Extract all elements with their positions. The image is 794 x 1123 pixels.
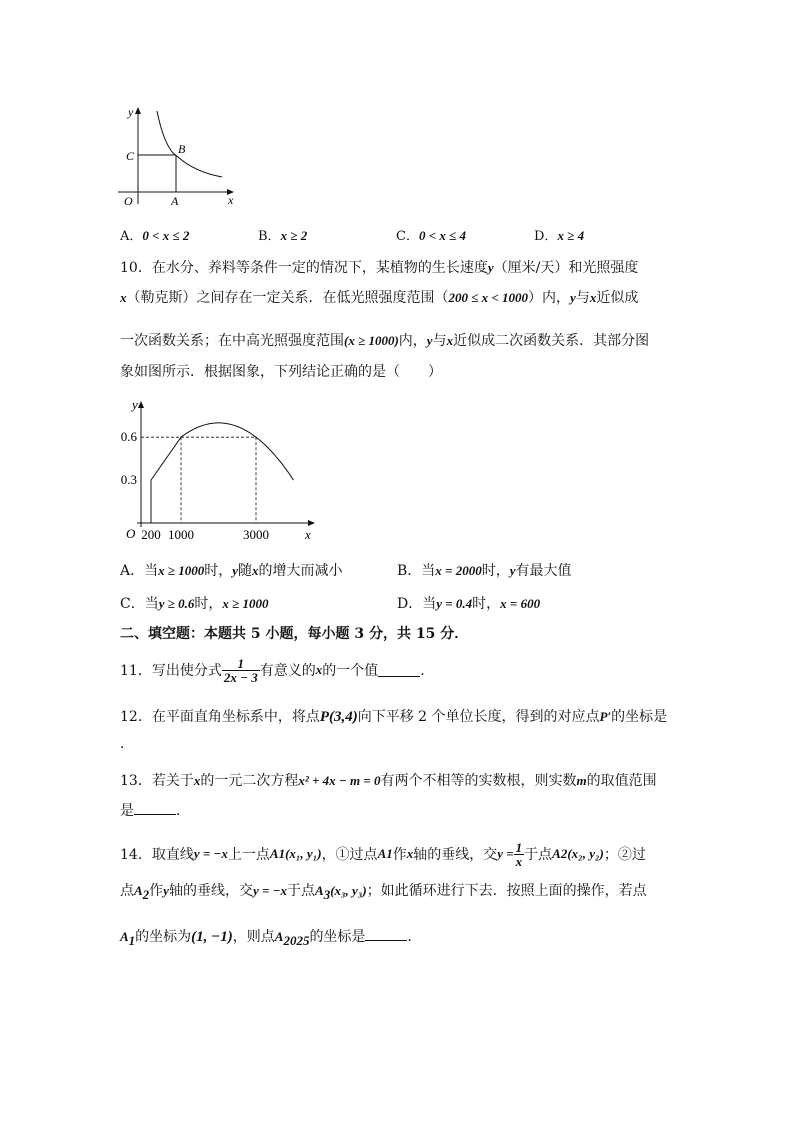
q13-text: 的取值范围 [586, 773, 657, 789]
q10-option-d-math: y = 0.4 [436, 596, 473, 611]
section-2-title: 二、填空题：本题共 5 小题，每小题 3 分，共 15 分． [120, 626, 469, 642]
q14-text: 于点 [287, 883, 316, 899]
series-linear-line [151, 437, 181, 480]
q10-option-b-math: x = 2000 [435, 563, 482, 578]
x-axis-label: x [305, 527, 311, 542]
q14-point-a3-coord: (x₃, y₃) [330, 883, 367, 898]
q9-option-d[interactable] [534, 226, 584, 247]
q9-figure [110, 100, 245, 210]
q9-option-c[interactable] [396, 226, 466, 247]
q14-var-x: x [406, 846, 414, 861]
q14-answer-blank[interactable] [365, 928, 407, 941]
q14-text: ． [407, 929, 422, 945]
q13-var-x: x [193, 773, 201, 788]
q14-text: 轴的垂线，交 [168, 883, 253, 899]
q10-option-c-math: x ≥ 1000 [222, 596, 269, 611]
q11 [120, 650, 434, 690]
q14-line-3 [120, 927, 421, 951]
q10-line-3 [120, 331, 649, 351]
q10-var-y: y [487, 260, 494, 275]
q14-sub: 2 [142, 886, 150, 902]
q14-point-a2025: A [274, 929, 284, 944]
q14-text: ；如此循环进行下去．按照上面的操作，若点 [366, 883, 647, 899]
q10-text: 近似成二次函数关系．其部分图 [453, 333, 650, 349]
q10-option-c-math: y ≥ 0.6 [158, 596, 195, 611]
q9-option-c-prefix: C． [396, 229, 419, 244]
q9-option-b-math: x ≥ 2 [280, 228, 308, 243]
point-a-label: A [171, 194, 179, 208]
q13-line-2 [120, 801, 190, 821]
y-tick-label: 0.3 [120, 472, 137, 488]
q10-line-4 [120, 362, 442, 382]
q13-line-1 [120, 771, 657, 791]
q10-text: 内， [398, 333, 427, 349]
q10-option-a-var: x [252, 563, 259, 578]
q14-point-a1-value: (1, −1) [191, 929, 233, 945]
q14-func-y: y = [497, 846, 514, 861]
q10-chart [115, 395, 325, 545]
q10-var-y: y [426, 333, 433, 348]
q14-point-a2: A [552, 846, 561, 861]
q10-low-range: 200 ≤ x < 1000 [448, 290, 529, 305]
q14-text: 14．取直线 [120, 847, 194, 863]
q10-option-b[interactable] [397, 561, 572, 581]
q10-text: （勒克斯）之间存在一定关系．在低光照强度范围（ [126, 290, 449, 306]
x-tick-label: 3000 [243, 527, 269, 542]
q10-option-d-text: 时， [472, 596, 501, 612]
q14-text: 于点 [524, 847, 553, 863]
q13-text: 13．若关于 [120, 773, 194, 789]
q14-point-a1: A [377, 846, 387, 861]
q14-line-1 [120, 834, 646, 874]
q11-fraction-num: 1 [222, 657, 260, 671]
q12-point-p-prime: P′ [599, 709, 612, 724]
q10-option-b-text: 有最大值 [515, 563, 572, 579]
y-label: y [128, 105, 134, 119]
y-axis-arrow [135, 107, 141, 114]
q14-text: 上一点 [227, 847, 270, 863]
q14-point-a1-coord: (x₁, y₁) [285, 846, 322, 861]
q14-line-eq: y = −x [252, 883, 288, 898]
x-tick-label: 200 [141, 527, 161, 542]
q12-text: 的坐标是 [611, 709, 668, 725]
q11-fraction [222, 657, 260, 684]
y-tick-label: 0.6 [120, 429, 137, 445]
q9-option-d-prefix: D． [534, 229, 558, 244]
q10-option-a-var: y [232, 563, 239, 578]
q14-sub: 2 [560, 846, 568, 861]
q14-text: ；②过 [603, 847, 646, 863]
q13-text: ． [176, 803, 190, 819]
q10-option-a-text: A．当 [120, 563, 159, 579]
q10-option-b-var: y [509, 563, 516, 578]
q14-point-a1: A [120, 929, 129, 944]
q10-option-d[interactable] [397, 594, 540, 614]
q14-text: ，则点 [232, 929, 275, 945]
q10-text: 与 [432, 333, 447, 349]
point-c-label: C [126, 149, 135, 163]
q10-option-a-math: x ≥ 1000 [158, 563, 205, 578]
x-label: x [228, 193, 234, 207]
q9-option-a-math: 0 < x ≤ 2 [142, 228, 190, 243]
q13-answer-blank[interactable] [134, 802, 176, 815]
q10-option-a-text: 时， [204, 563, 233, 579]
q10-text: （厘米/天）和光照强度 [493, 260, 639, 276]
q14-line-2 [120, 881, 647, 905]
q14-sub: 1 [386, 846, 393, 861]
q11-text: 11．写出使分式 [120, 663, 222, 679]
q10-option-c-text: C．当 [120, 596, 159, 612]
q11-text: 的一个值 [322, 663, 379, 679]
origin-label: O [126, 526, 136, 541]
q9-option-b[interactable] [258, 226, 307, 247]
point-b-label: B [178, 142, 186, 156]
q12-line-2 [120, 734, 134, 754]
q14-point-a2: A [134, 883, 143, 898]
q14-text: 作 [149, 883, 164, 899]
series-quadratic-curve [181, 423, 294, 480]
q10-var-x: x [589, 290, 597, 305]
q10-text: 与 [575, 290, 590, 306]
q13-text: 的一元二次方程 [200, 773, 299, 789]
q10-option-a-text: 的增大而减小 [258, 563, 343, 579]
q9-option-b-prefix: B． [258, 229, 281, 244]
q12-text: 12．在平面直角坐标系中，将点 [120, 709, 320, 725]
q10-line-1 [120, 258, 638, 278]
y-axis-label: y [132, 397, 138, 412]
hyperbola-curve [157, 111, 222, 177]
q10-option-b-text: 时， [481, 563, 510, 579]
q12-point-p: P(3,4) [319, 709, 358, 725]
q10-text: 象如图所示．根据图象，下列结论正确的是（ ） [120, 364, 442, 380]
q11-answer-blank[interactable] [378, 664, 420, 677]
q11-text: ． [420, 663, 435, 679]
y-axis-arrow [138, 401, 144, 408]
q12-line-1 [120, 707, 667, 727]
q10-text: 近似成 [596, 290, 639, 306]
q14-sub: 2025 [283, 932, 310, 948]
q10-var-x: x [120, 290, 127, 305]
q14-text: 作 [392, 847, 407, 863]
q14-text: 的坐标为 [135, 929, 192, 945]
q13-equation: x² + 4x − m = 0 [298, 773, 381, 788]
q11-text: 有意义的 [259, 663, 316, 679]
q14-point-a3: A [315, 883, 324, 898]
q14-text: 轴的垂线，交 [413, 847, 498, 863]
q14-text: ，①过点 [321, 847, 378, 863]
q13-text: 是 [120, 803, 134, 819]
q11-fraction-den: 2x − 3 [223, 669, 258, 685]
q10-option-d-math: x = 600 [500, 596, 541, 611]
q10-var-x: x [446, 333, 454, 348]
q12-text: 向下平移 2 个单位长度，得到的对应点 [357, 709, 600, 725]
q10-high-range: (x ≥ 1000) [344, 333, 399, 348]
q10-text: 一次函数关系；在中高光照强度范围 [120, 333, 344, 349]
q10-option-a[interactable] [120, 561, 343, 581]
q9-option-a[interactable] [120, 226, 189, 247]
q14-point-a1: A [269, 846, 279, 861]
q12-text: ． [120, 736, 134, 752]
x-tick-label: 1000 [168, 527, 194, 542]
q9-option-a-prefix: A． [120, 229, 143, 244]
q14-line-eq: y = −x [193, 846, 228, 861]
q10-option-c-text: 时， [194, 596, 223, 612]
q10-option-b-text: B．当 [397, 563, 436, 579]
q14-fraction [514, 841, 525, 868]
q14-fraction-num: 1 [515, 839, 523, 855]
q10-option-c[interactable] [120, 594, 269, 614]
q14-sub: 1 [128, 932, 136, 948]
q10-option-a-text: 随 [238, 563, 253, 579]
q14-text: 的坐标是 [309, 929, 366, 945]
q10-var-y: y [570, 290, 576, 305]
origin-label: O [124, 194, 133, 208]
q14-point-a2-coord: (x₂, y₂) [567, 846, 604, 861]
q13-text: 有两个不相等的实数根，则实数 [380, 773, 577, 789]
q14-sub: 1 [278, 846, 286, 861]
q10-line-2 [120, 288, 638, 308]
x-axis-arrow [308, 520, 315, 526]
q9-option-c-math: 0 < x ≤ 4 [418, 228, 466, 243]
q10-text: ）内， [528, 290, 571, 306]
q11-var-x: x [315, 662, 323, 677]
q14-sub: 3 [323, 886, 331, 902]
q9-option-d-math: x ≥ 4 [557, 228, 585, 243]
q13-var-m: m [576, 773, 587, 788]
q14-text: 点 [120, 883, 134, 899]
q10-option-d-text: D．当 [397, 596, 437, 612]
q14-var-y: y [163, 883, 169, 898]
q14-fraction-den: x [515, 853, 523, 869]
q10-text: 10．在水分、养料等条件一定的情况下，某植物的生长速度 [120, 260, 488, 276]
